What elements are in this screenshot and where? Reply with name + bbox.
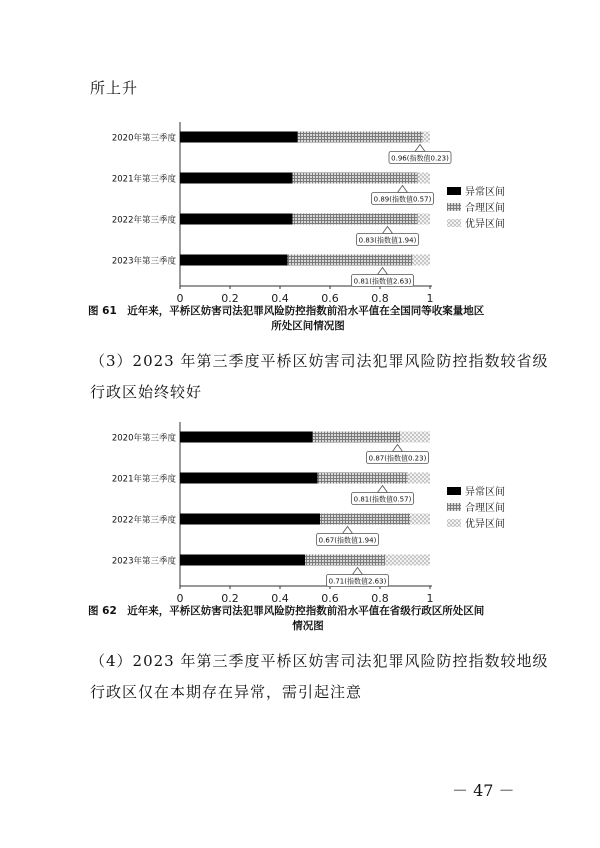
bar-segment-reasonable (305, 555, 385, 566)
bar-segment-excellent (385, 555, 430, 566)
category-label: 2020年第三季度 (111, 133, 176, 144)
bar-segment-reasonable (298, 132, 423, 143)
x-tick-label: 0.4 (271, 592, 289, 605)
legend-label-reasonable: 合理区间 (465, 503, 505, 514)
bar-segment-abnormal (180, 214, 293, 225)
chart-figure-61 (0, 118, 600, 313)
category-label: 2022年第三季度 (111, 515, 176, 526)
bar-segment-abnormal (180, 555, 305, 566)
bar-segment-excellent (423, 132, 431, 143)
marker-pointer (343, 527, 353, 534)
bar-segment-reasonable (293, 214, 418, 225)
x-tick-label: 0.2 (221, 292, 239, 305)
category-label: 2021年第三季度 (111, 474, 176, 485)
legend-swatch-reasonable (447, 503, 461, 511)
bar-segment-reasonable (318, 473, 408, 484)
marker-label: 0.67(指数值1.94) (318, 536, 377, 545)
marker-pointer (383, 227, 393, 234)
marker-pointer (415, 145, 425, 152)
legend-label-abnormal: 异常区间 (465, 187, 505, 198)
section-4-heading-line1: （4）2023 年第三季度平桥区妨害司法犯罪风险防控指数较地级 (90, 652, 549, 670)
x-tick-label: 0.2 (221, 592, 239, 605)
page-number: － 47 － (452, 781, 515, 800)
bar-segment-reasonable (293, 173, 418, 184)
bar-segment-reasonable (313, 432, 401, 443)
legend-swatch-excellent (447, 219, 461, 227)
bar-segment-excellent (418, 214, 431, 225)
chart-figure-62 (0, 418, 600, 613)
legend-label-abnormal: 异常区间 (465, 487, 505, 498)
marker-label: 0.87(指数值0.23) (368, 454, 427, 463)
section-3-heading-line2: 行政区始终较好 (90, 383, 203, 401)
marker-pointer (378, 268, 388, 275)
figure-61-caption-line1: 图 61 近年来，平桥区妨害司法犯罪风险防控指数前沿水平值在全国同等收案量地区 (88, 305, 485, 317)
x-tick-label: 0 (176, 292, 184, 305)
x-tick-label: 0 (176, 592, 184, 605)
bar-segment-abnormal (180, 132, 298, 143)
marker-pointer (398, 186, 408, 193)
figure-61-caption (88, 304, 528, 334)
bar-segment-excellent (408, 473, 431, 484)
legend-swatch-reasonable (447, 203, 461, 211)
x-tick-label: 0.4 (271, 292, 289, 305)
bar-segment-abnormal (180, 255, 288, 266)
figure-62-caption-line2: 情况图 (292, 620, 324, 632)
figure-62-caption-line1: 图 62 近年来，平桥区妨害司法犯罪风险防控指数前沿水平值在省级行政区所处区间 (88, 605, 485, 617)
legend-swatch-excellent (447, 519, 461, 527)
marker-label: 0.83(指数值1.94) (358, 236, 417, 245)
category-label: 2021年第三季度 (111, 174, 176, 185)
legend-label-excellent: 优异区间 (465, 519, 505, 530)
x-tick-label: 0.6 (321, 292, 339, 305)
marker-label: 0.89(指数值0.57) (373, 195, 432, 204)
bar-segment-excellent (413, 255, 431, 266)
marker-label: 0.81(指数值2.63) (353, 277, 412, 286)
marker-pointer (393, 445, 403, 452)
section-4-heading-line2: 行政区仅在本期存在异常，需引起注意 (90, 683, 363, 701)
marker-pointer (378, 486, 388, 493)
bar-segment-reasonable (320, 514, 410, 525)
bar-segment-excellent (410, 514, 430, 525)
marker-pointer (353, 568, 363, 575)
x-tick-label: 0.8 (371, 592, 389, 605)
category-label: 2022年第三季度 (111, 215, 176, 226)
legend-label-excellent: 优异区间 (465, 219, 505, 230)
bar-segment-abnormal (180, 432, 313, 443)
section-3-heading-line1: （3）2023 年第三季度平桥区妨害司法犯罪风险防控指数较省级 (90, 352, 549, 370)
marker-label: 0.81(指数值0.57) (353, 495, 412, 504)
x-tick-label: 0.8 (371, 292, 389, 305)
legend-swatch-abnormal (447, 487, 461, 495)
text-fragment-top: 所上升 (90, 79, 139, 97)
bar-segment-abnormal (180, 473, 318, 484)
bar-segment-excellent (400, 432, 430, 443)
x-tick-label: 1 (426, 292, 434, 305)
marker-label: 0.96(指数值0.23) (391, 154, 449, 163)
legend-label-reasonable: 合理区间 (465, 203, 505, 214)
bar-segment-abnormal (180, 514, 320, 525)
figure-62-caption (88, 604, 528, 634)
bar-segment-abnormal (180, 173, 293, 184)
marker-label: 0.71(指数值2.63) (328, 577, 387, 586)
bar-segment-reasonable (288, 255, 413, 266)
legend-swatch-abnormal (447, 187, 461, 195)
category-label: 2023年第三季度 (111, 256, 176, 267)
x-tick-label: 1 (426, 592, 434, 605)
category-label: 2020年第三季度 (111, 433, 176, 444)
bar-segment-excellent (418, 173, 431, 184)
category-label: 2023年第三季度 (111, 556, 176, 567)
x-tick-label: 0.6 (321, 592, 339, 605)
figure-61-caption-line2: 所处区间情况图 (271, 320, 345, 332)
